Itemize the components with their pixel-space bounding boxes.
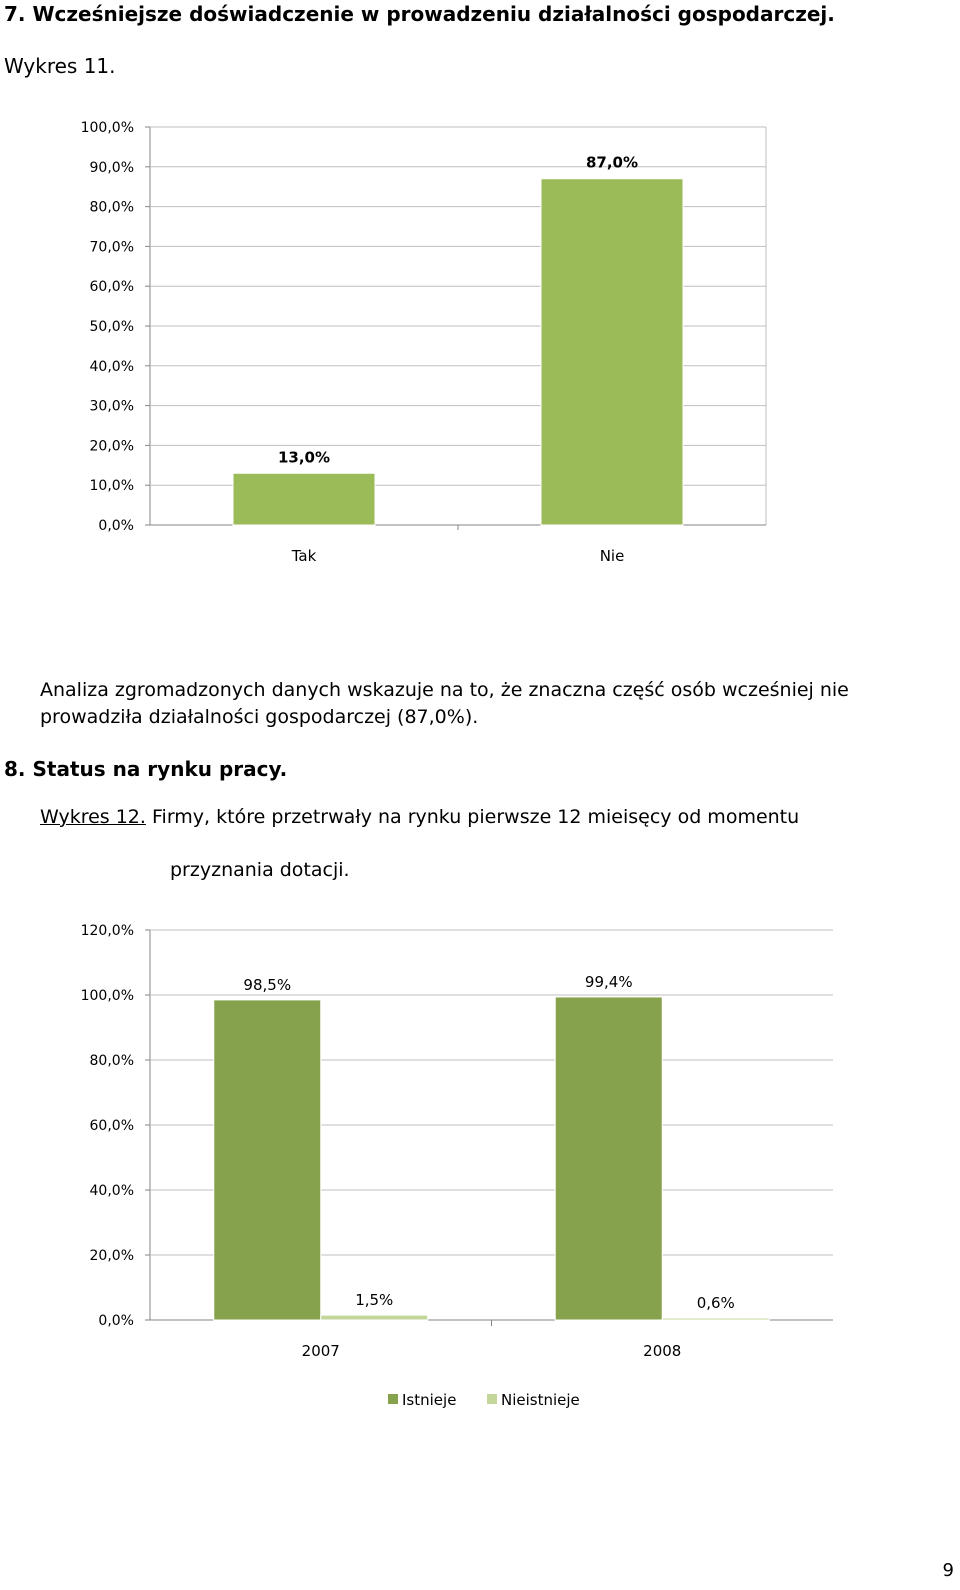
y-tick-label: 30,0% — [89, 398, 134, 415]
bar-nieistnieje — [662, 1318, 769, 1320]
legend-label-nieistnieje: Nieistnieje — [501, 1391, 580, 1409]
bar-data-label: 98,5% — [243, 975, 292, 994]
bar-data-label: 13,0% — [277, 448, 331, 467]
y-tick-label: 60,0% — [89, 279, 134, 296]
section-heading-8: 8. Status na rynku pracy. — [4, 757, 288, 781]
y-tick-label: 50,0% — [89, 319, 134, 335]
y-tick-label: 0,0% — [98, 1313, 134, 1329]
bar-istnieje — [555, 997, 662, 1320]
section-heading-7: 7. Wcześniejsze doświadczenie w prowadzeniu działalności gospodarczej. — [4, 2, 835, 26]
y-tick-label: 70,0% — [89, 239, 134, 256]
x-tick-label: 2008 — [643, 1342, 682, 1360]
y-tick-label: 40,0% — [89, 358, 134, 375]
y-tick-label: 80,0% — [89, 1053, 134, 1069]
y-tick-label: 10,0% — [89, 478, 134, 495]
y-tick-label: 90,0% — [89, 159, 134, 176]
y-tick-label: 100,0% — [80, 988, 134, 1004]
bar-data-label: 87,0% — [585, 153, 639, 172]
page-number: 9 — [942, 1560, 954, 1581]
y-tick-label: 60,0% — [89, 1118, 134, 1134]
y-tick-label: 80,0% — [89, 199, 134, 216]
y-tick-label: 20,0% — [89, 1248, 134, 1264]
bar-data-label: 1,5% — [355, 1291, 394, 1310]
x-tick-label: Tak — [291, 547, 317, 565]
legend-label-istnieje: Istnieje — [402, 1391, 457, 1409]
bar-nieistnieje — [321, 1315, 428, 1320]
chart-caption-12-continued: przyznania dotacji. — [170, 859, 350, 881]
legend-swatch-nieistnieje — [487, 1394, 497, 1404]
x-tick-label: Nie — [599, 547, 625, 565]
bar-istnieje — [214, 1000, 321, 1320]
chart-caption-11: Wykres 11. — [4, 54, 116, 78]
chart-caption-12-text: Firmy, które przetrwały na rynku pierwsze 12 mieisęcy od momentu — [145, 806, 800, 828]
bar-data-label: 0,6% — [696, 1294, 735, 1313]
y-tick-label: 120,0% — [80, 923, 134, 939]
chart-caption-12-label: Wykres 12. — [40, 806, 146, 828]
bar-data-label: 99,4% — [584, 972, 633, 991]
legend-swatch-istnieje — [388, 1394, 398, 1404]
x-tick-label: 2007 — [301, 1342, 340, 1360]
y-tick-label: 0,0% — [98, 518, 134, 534]
analysis-paragraph: Analiza zgromadzonych danych wskazuje na to, że znaczna część osób wcześniej nie prowadziła działalności gospodarczej (87,0%). — [40, 679, 849, 728]
y-tick-label: 40,0% — [89, 1183, 134, 1199]
y-tick-label: 20,0% — [89, 438, 134, 455]
y-tick-label: 100,0% — [80, 120, 134, 136]
